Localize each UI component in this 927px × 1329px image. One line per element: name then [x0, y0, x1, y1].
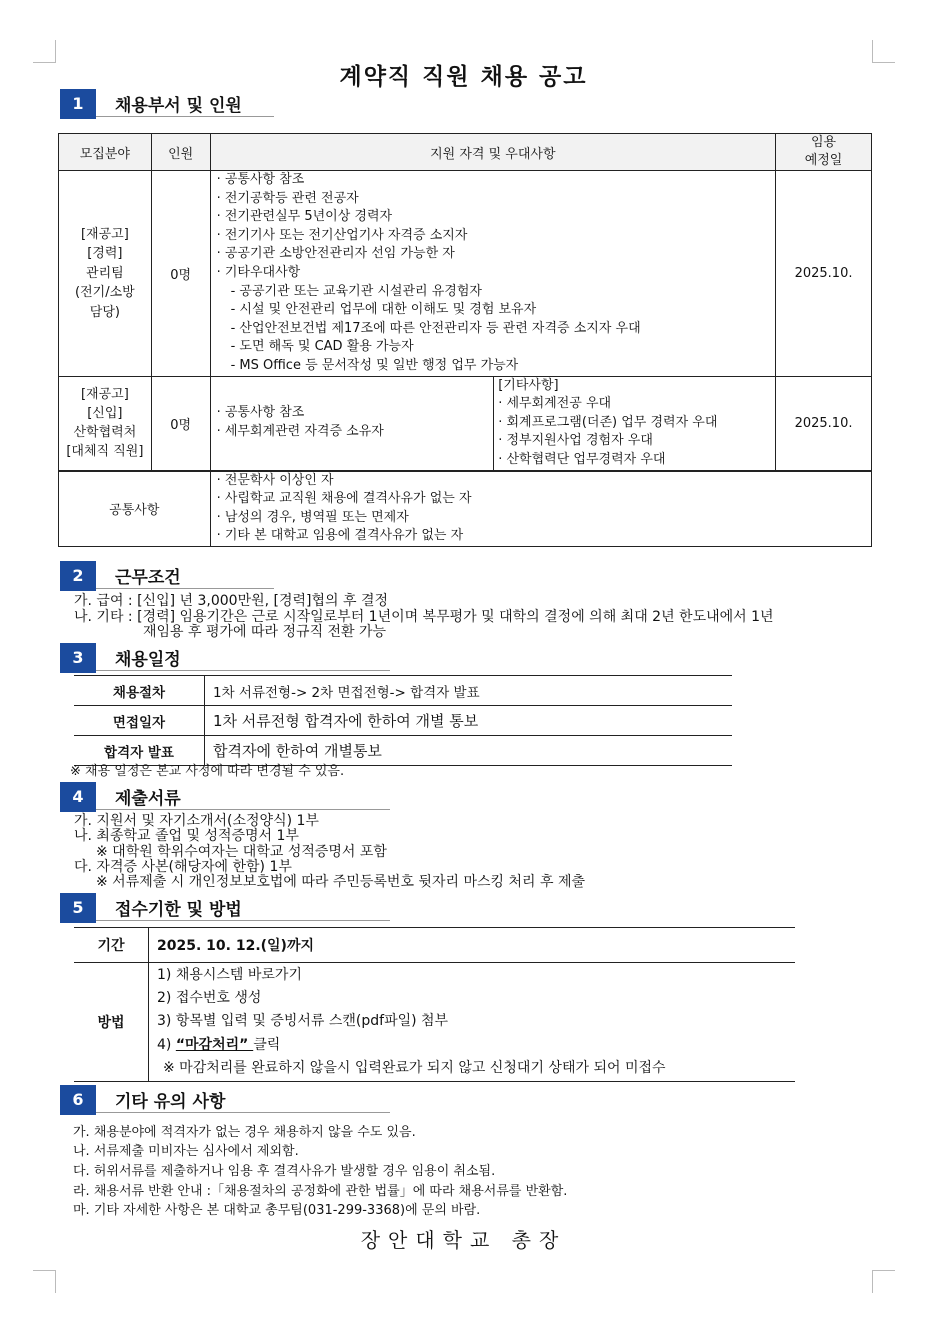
common-label: 공통사항 [59, 471, 211, 547]
schedule-value: 1차 서류전형-> 2차 면접전형-> 합격자 발표 [205, 676, 733, 706]
common-item: · 사립학교 교직원 채용에 결격사유가 없는 자 [216, 491, 472, 507]
method-key: 방법 [74, 963, 149, 1082]
extra-item: · 세무회계전공 우대 [498, 396, 612, 412]
schedule-table [74, 675, 732, 766]
method-step: 1) 채용시스템 바로가기 [157, 966, 302, 983]
page-title: 계약직 직원 채용 공고 [339, 64, 588, 90]
extra-item: [기타사항] [498, 377, 559, 393]
position-start-date: 2025.10. [776, 376, 872, 470]
position-start-date: 2025.10. [776, 171, 872, 377]
table-row [74, 928, 795, 963]
header-count: 인원 [151, 134, 210, 171]
section-number: 2 [60, 561, 96, 591]
header-qualifications: 지원 자격 및 우대사항 [210, 134, 775, 171]
method-step: 2) 접수번호 생성 [157, 990, 262, 1007]
schedule-key: 채용절차 [74, 676, 205, 706]
section-title: 제출서류 [115, 789, 181, 809]
section-number: 6 [60, 1085, 96, 1115]
deadline-close-emphasis: “마감처리” [175, 1036, 254, 1053]
position-count: 0명 [151, 171, 210, 377]
schedule-value: 합격자에 한하여 개별통보 [205, 736, 733, 766]
section-number: 3 [60, 643, 96, 673]
common-item: · 기타 본 대학교 임용에 결격사유가 없는 자 [216, 528, 464, 544]
note-item: 다. 허위서류를 제출하거나 임용 후 결격사유가 발생할 경우 임용이 취소됨. [73, 1164, 496, 1179]
position-extra-preferences [494, 376, 776, 470]
table-row-common [59, 471, 872, 547]
application-period: 2025. 10. 12.(일)까지 [149, 928, 796, 963]
section-number: 5 [60, 893, 96, 923]
positions-table [58, 133, 872, 547]
common-item: · 전문학사 이상인 자 [216, 472, 334, 488]
method-note: ※ 마감처리를 완료하지 않을시 입력완료가 되지 않고 신청대기 상태가 되어 미접수 [163, 1059, 666, 1076]
note-item: 나. 서류제출 미비자는 심사에서 제외함. [73, 1144, 299, 1159]
section-underline [96, 588, 274, 589]
note-item: 라. 채용서류 반환 안내 :「채용절차의 공정화에 관한 법률」에 따라 채용서류를 반환함. [73, 1184, 568, 1199]
table-row [74, 736, 732, 766]
extra-item: · 회계프로그램(더존) 업무 경력자 우대 [498, 414, 718, 430]
qual-item: · 기타우대사항 [216, 264, 301, 280]
section-title: 채용일정 [115, 650, 181, 670]
section-underline [96, 670, 390, 671]
preference-item: - MS Office 등 문서작성 및 일반 행정 업무 가능자 [230, 357, 519, 373]
table-row [74, 706, 732, 736]
other-conditions-cont: 재임용 후 평가에 따라 정규직 전환 가능 [143, 624, 387, 640]
schedule-key: 합격자 발표 [74, 736, 205, 766]
method-step: 3) 항목별 입력 및 증빙서류 스캔(pdf파일) 첨부 [157, 1013, 449, 1030]
section-underline [96, 920, 390, 921]
document-note: ※ 대학원 학위수여자는 대학교 성적증명서 포함 [96, 844, 387, 860]
preference-item: - 공공기관 또는 교육기관 시설관리 유경험자 [230, 283, 482, 299]
corner-mark-bottom-right [872, 1270, 895, 1293]
period-key: 기간 [74, 928, 149, 963]
extra-item: · 산학협력단 업무경력자 우대 [498, 451, 666, 467]
preference-item: - 시설 및 안전관리 업무에 대한 이해도 및 경험 보유자 [230, 302, 537, 318]
common-item: · 남성의 경우, 병역필 또는 면제자 [216, 509, 409, 525]
corner-mark-bottom-left [33, 1270, 56, 1293]
table-row [59, 376, 872, 470]
schedule-key: 면접일자 [74, 706, 205, 736]
note-item: 마. 기타 자세한 사항은 본 대학교 총무팀(031-299-3368)에 문의 바람. [73, 1203, 481, 1218]
schedule-note: ※ 채용 일정은 본교 사정에 따라 변경될 수 있음. [70, 764, 345, 779]
qual-item: · 공통사항 참조 [216, 172, 305, 187]
qual-item: · 세무회계관련 자격증 소유자 [216, 424, 384, 440]
position-field: [재공고] [신입] 산학협력처 [대체직 직원] [59, 376, 152, 470]
qual-item: · 공통사항 참조 [216, 405, 305, 421]
document-item: 나. 최종학교 졸업 및 성적증명서 1부 [74, 828, 299, 844]
other-conditions-text: 나. 기타 : [경력] 임용기간은 근로 시작일로부터 1년이며 복무평가 및 대학의 결정에 의해 최대 2년 한도내에서 1년 [74, 609, 774, 625]
section-title: 근무조건 [115, 568, 181, 588]
qual-item: · 전기공학등 관련 전공자 [216, 190, 359, 206]
section-underline [96, 809, 390, 810]
position-qualifications [210, 376, 494, 470]
table-row [74, 676, 732, 706]
position-field: [재공고] [경력] 관리팀 (전기/소방 담당) [59, 171, 152, 377]
section-title: 기타 유의 사항 [115, 1092, 226, 1112]
section-number: 4 [60, 782, 96, 812]
application-table [74, 927, 795, 1082]
document-note: ※ 서류제출 시 개인정보보호법에 따라 주민등록번호 뒷자리 마스킹 처리 후 제출 [96, 874, 585, 890]
section-title: 접수기한 및 방법 [115, 900, 242, 920]
note-item: 가. 채용분야에 적격자가 없는 경우 채용하지 않을 수도 있음. [73, 1125, 416, 1140]
application-methods [149, 963, 796, 1082]
header-field: 모집분야 [59, 134, 152, 171]
document-item: 다. 자격증 사본(해당자에 한함) 1부 [74, 859, 292, 875]
table-header-row [59, 134, 872, 171]
section-title: 채용부서 및 인원 [115, 96, 242, 116]
signature: 장안대학교 총장 [360, 1228, 567, 1252]
section-underline [96, 116, 274, 117]
preference-item: - 도면 해독 및 CAD 활용 가능자 [230, 339, 414, 355]
qual-item: · 공공기관 소방안전관리자 선임 가능한 자 [216, 246, 455, 262]
section-number: 1 [60, 89, 96, 119]
qual-item: · 전기기사 또는 전기산업기사 자격증 소지자 [216, 227, 468, 243]
document-item: 가. 지원서 및 자기소개서(소정양식) 1부 [74, 813, 319, 829]
schedule-value: 1차 서류전형 합격자에 한하여 개별 통보 [205, 706, 733, 736]
method-step-4 [157, 1034, 787, 1057]
extra-item: · 정부지원사업 경험자 우대 [498, 433, 653, 449]
common-requirements [210, 471, 871, 547]
salary-text: 가. 급여 : [신입] 년 3,000만원, [경력]협의 후 결정 [74, 593, 389, 609]
table-row [59, 171, 872, 377]
table-row [74, 963, 795, 1082]
step-suffix: 클릭 [253, 1036, 281, 1053]
header-start-date: 임용 예정일 [776, 134, 872, 171]
position-count: 0명 [151, 376, 210, 470]
qual-item: · 전기관련실무 5년이상 경력자 [216, 209, 393, 225]
position-qualifications [210, 171, 775, 377]
preference-item: - 산업안전보건법 제17조에 따른 안전관리자 등 관련 자격증 소지자 우대 [230, 320, 641, 336]
step-prefix: 4) [157, 1036, 176, 1053]
section-underline [96, 1112, 390, 1113]
